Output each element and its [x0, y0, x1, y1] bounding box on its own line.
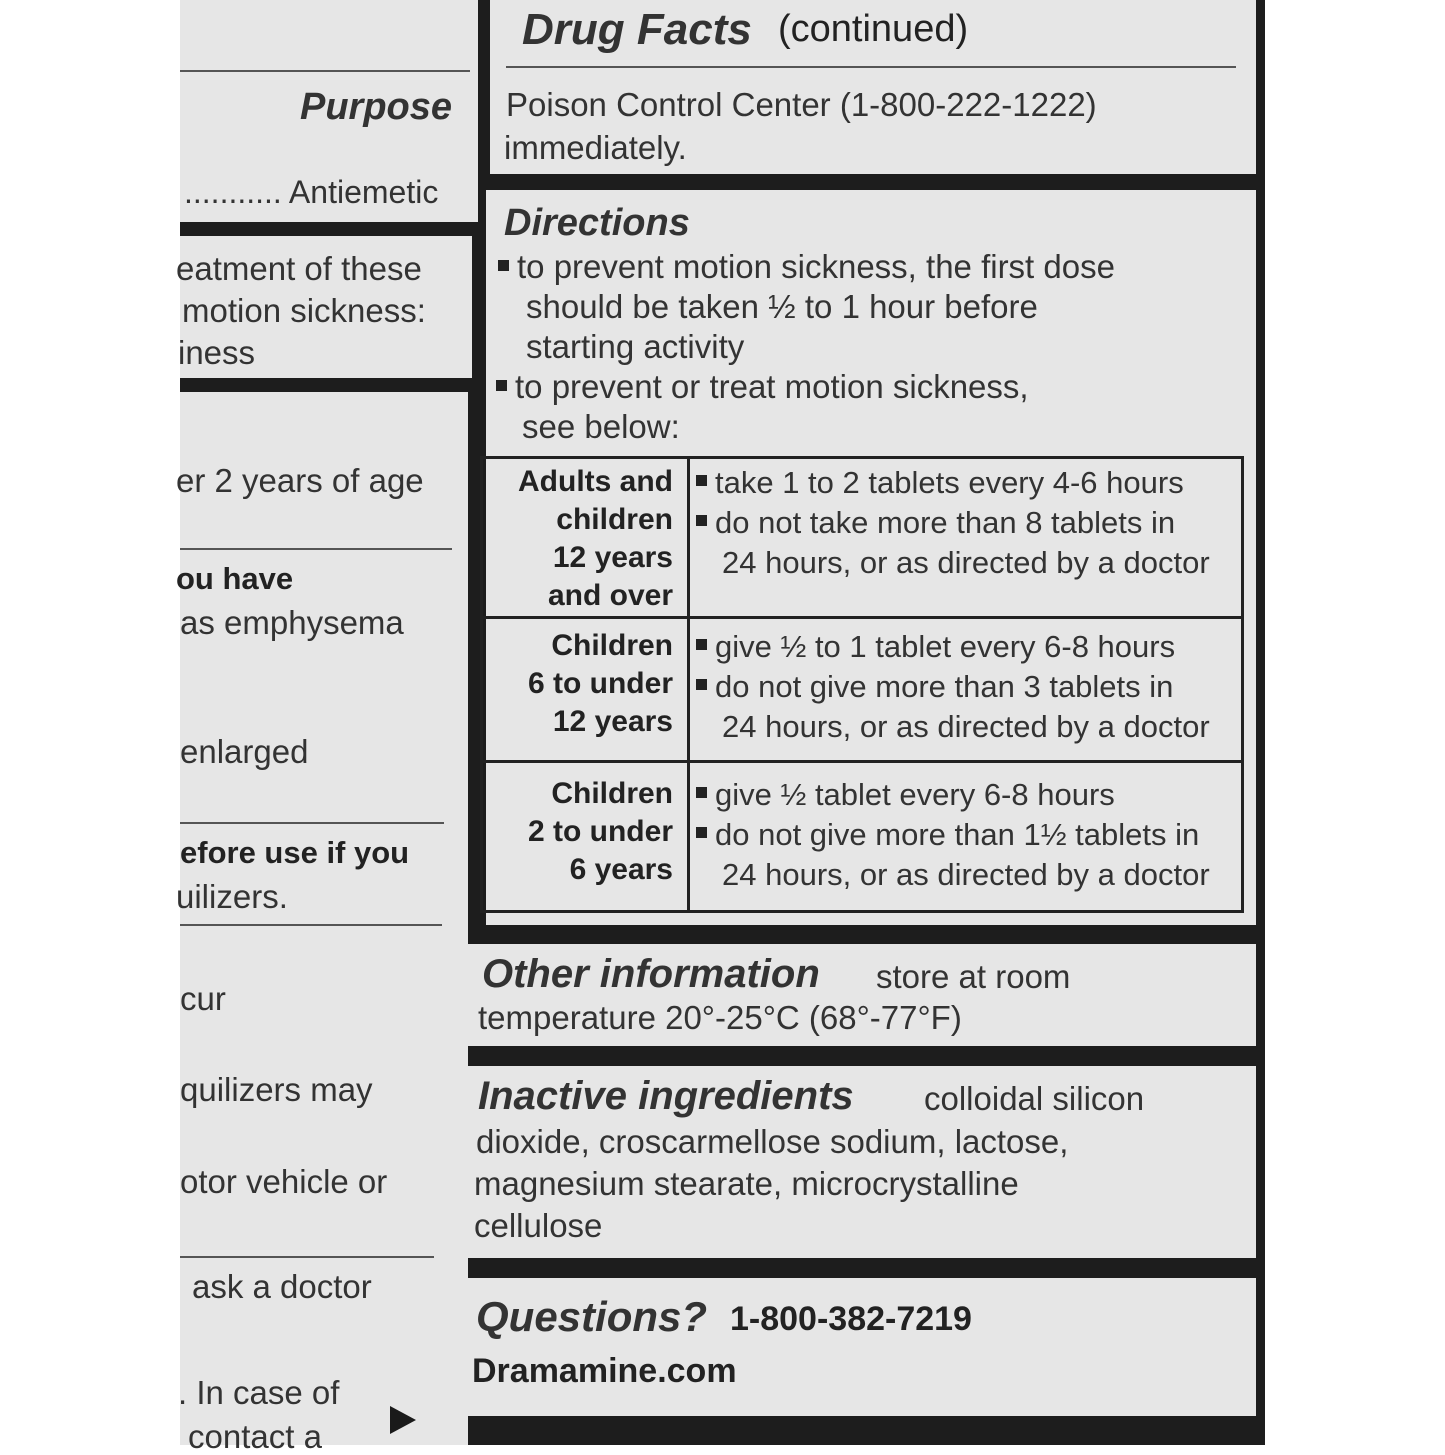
- inactive-text: cellulose: [474, 1207, 603, 1244]
- age-cell: Children 6 to under 12 years: [482, 618, 689, 762]
- direction-line: starting activity: [526, 328, 745, 365]
- bullet-icon: [696, 827, 707, 838]
- dosage-table: [480, 456, 1244, 913]
- warnings-text: cur: [180, 980, 226, 1017]
- warnings-text: ou have: [176, 561, 294, 596]
- direction-line: see below:: [522, 408, 680, 445]
- questions-phone: 1-800-382-7219: [730, 1300, 972, 1338]
- poison-control-text: Poison Control Center (1-800-222-1222): [506, 86, 1097, 123]
- warnings-text: uilizers.: [176, 878, 288, 915]
- uses-text: iness: [178, 334, 256, 371]
- divider: [506, 66, 1236, 68]
- table-row: [482, 458, 1243, 618]
- warnings-text: contact a: [188, 1418, 322, 1455]
- divider: [180, 1256, 434, 1258]
- direction-bullet: to prevent or treat motion sickness,: [496, 370, 1029, 403]
- warnings-text: quilizers may: [180, 1071, 373, 1108]
- dosage-cell: give ½ to 1 tablet every 6-8 hours do not give more than 3 tablets in 24 hours, or as directed by a doctor: [689, 618, 1243, 762]
- questions-website: Dramamine.com: [472, 1352, 737, 1390]
- divider: [180, 822, 444, 824]
- bullet-icon: [696, 787, 707, 798]
- uses-text: motion sickness:: [182, 292, 426, 329]
- table-row: [482, 618, 1243, 762]
- purpose-value: ........... Antiemetic: [184, 174, 439, 210]
- age-cell: Children 2 to under 6 years: [482, 762, 689, 912]
- other-info-text: store at room: [876, 958, 1071, 995]
- uses-text: eatment of these: [176, 250, 422, 287]
- drug-facts-title: Drug Facts: [522, 5, 752, 54]
- other-info-text: temperature 20°-25°C (68°-77°F): [478, 999, 962, 1036]
- questions-heading: Questions?: [476, 1293, 708, 1340]
- purpose-heading: Purpose: [300, 86, 453, 128]
- warnings-text: as emphysema: [180, 604, 404, 641]
- direction-line: should be taken ½ to 1 hour before: [526, 288, 1038, 325]
- inactive-text: dioxide, croscarmellose sodium, lactose,: [476, 1123, 1069, 1160]
- triangle-right-icon: [388, 1404, 418, 1436]
- divider: [180, 70, 470, 72]
- table-row: [482, 762, 1243, 912]
- direction-bullet: to prevent motion sickness, the first dose: [498, 250, 1115, 283]
- bullet-icon: [696, 475, 707, 486]
- inactive-text: magnesium stearate, microcrystalline: [474, 1165, 1019, 1202]
- divider: [180, 548, 452, 550]
- dosage-cell: give ½ tablet every 6-8 hours do not give more than 1½ tablets in 24 hours, or as directed by a doctor: [689, 762, 1243, 912]
- directions-heading: Directions: [504, 202, 690, 244]
- warnings-text: . In case of: [178, 1374, 340, 1411]
- bullet-icon: [696, 639, 707, 650]
- poison-control-text: immediately.: [504, 129, 687, 166]
- bullet-icon: [696, 515, 707, 526]
- dosage-cell: take 1 to 2 tablets every 4-6 hours do not take more than 8 tablets in 24 hours, or as directed by a doctor: [689, 458, 1243, 618]
- warnings-text: er 2 years of age: [176, 462, 424, 499]
- other-info-heading: Other information: [482, 952, 820, 996]
- divider: [180, 924, 442, 926]
- continued-label: (continued): [778, 8, 969, 50]
- bullet-icon: [696, 679, 707, 690]
- warnings-text: ask a doctor: [192, 1268, 372, 1305]
- age-cell: Adults and children 12 years and over: [482, 458, 689, 618]
- bullet-icon: [498, 260, 509, 271]
- bullet-icon: [496, 380, 507, 391]
- warnings-text: otor vehicle or: [180, 1163, 388, 1200]
- inactive-heading: Inactive ingredients: [478, 1074, 854, 1118]
- warnings-text: efore use if you: [180, 835, 410, 870]
- inactive-text: colloidal silicon: [924, 1080, 1145, 1117]
- warnings-text: enlarged: [180, 733, 309, 770]
